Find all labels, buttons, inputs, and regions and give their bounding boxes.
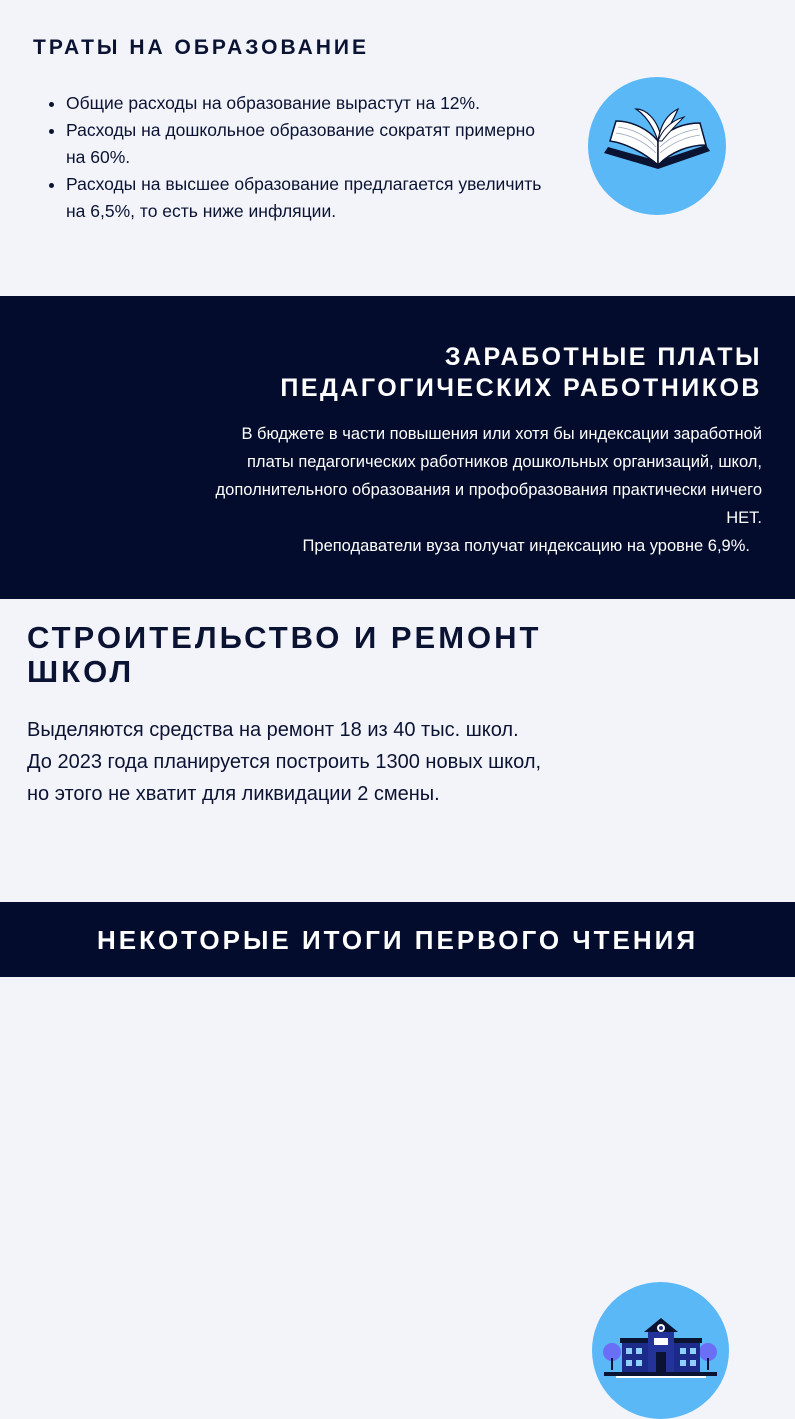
spending-bullet: • Расходы на дошкольное образование сократят примерно на 60%. [66,117,556,171]
salaries-text-last: Преподаватели вуза получат индексацию на уровне 6,9%. [302,537,750,555]
footer-section [0,902,795,977]
construction-line1: Выделяются средства на ремонт 18 из 40 тыс. школ. [27,719,519,741]
open-book-icon [588,77,726,215]
spending-title: ТРАТЫ НА ОБРАЗОВАНИЕ [33,36,370,59]
construction-line2: До 2023 года планируется построить 1300 новых школ, но этого не хватит для ликвидации 2 смены. [27,751,542,805]
spending-bullet: • Общие расходы на образование вырастут на 12%. [66,90,556,117]
school-building-icon [592,1282,729,1419]
salaries-title [280,342,762,404]
salaries-title-line1: ЗАРАБОТНЫЕ ПЛАТЫ [444,343,762,371]
construction-section [0,599,795,902]
salaries-section [0,296,795,599]
salaries-title-line2: ПЕДАГОГИЧЕСКИХ РАБОТНИКОВ [280,374,762,402]
spending-bullet-list [47,90,556,225]
footer-title: НЕКОТОРЫЕ ИТОГИ ПЕРВОГО ЧТЕНИЯ [96,925,699,955]
construction-text [27,714,557,810]
salaries-text-main: В бюджете в части повышения или хотя бы индексации заработной платы педагогических работников дошкольных организаций, школ, дополнительного образования и профобразования практически ничего НЕТ. [215,425,762,527]
salaries-text [202,420,762,560]
spending-bullet: • Расходы на высшее образование предлагается увеличить на 6,5%, то есть ниже инфляции. [66,171,556,225]
construction-title: СТРОИТЕЛЬСТВО И РЕМОНТ ШКОЛ [27,620,542,689]
spending-section [0,0,795,296]
